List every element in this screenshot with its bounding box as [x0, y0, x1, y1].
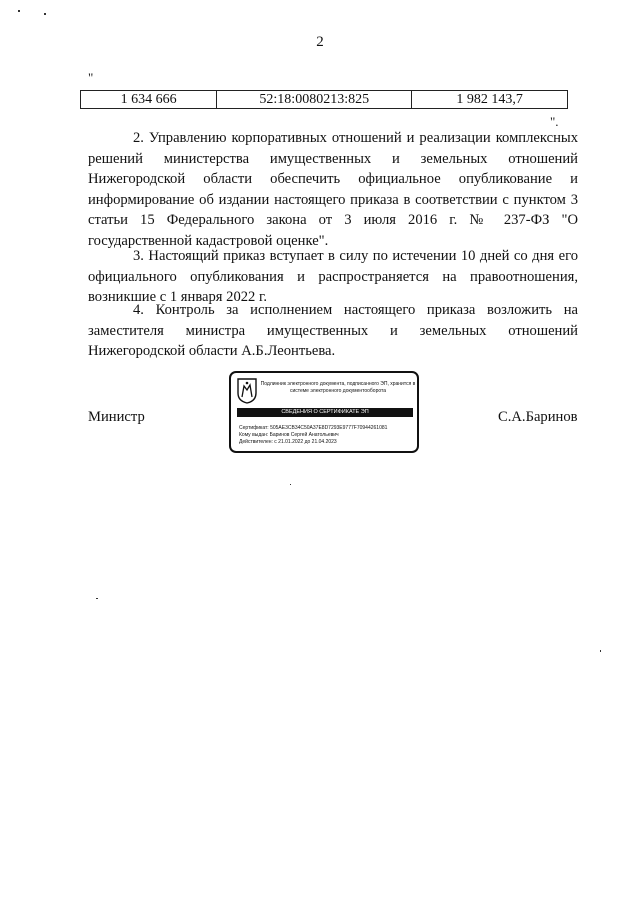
page-number: 2: [316, 34, 324, 50]
table-cell-cadastral-number: 52:18:0080213:825: [217, 91, 412, 109]
certificate-id: Сертификат: 505AE3CB34C50A37E8D7293E9777F70944261081: [239, 425, 388, 431]
table-cell-value: 1 982 143,7: [412, 91, 568, 109]
paragraph-3: 3. Настоящий приказ вступает в силу по истечении 10 дней со дня его официального опубликования и распространяется на правоотношения, возникшие с 1 января 2022 г.: [88, 248, 578, 306]
scan-speck: [290, 484, 291, 485]
signer-name: С.А.Баринов: [498, 409, 578, 425]
cadastral-value-table: [80, 90, 568, 109]
table-row: [81, 91, 568, 109]
table-cell-number: 1 634 666: [81, 91, 217, 109]
scan-speck: [44, 13, 46, 15]
stamp-header: Подлинник электронного документа, подписанного ЭП, хранится в системе электронного документооборота: [260, 381, 416, 394]
stamp-banner: СВЕДЕНИЯ О СЕРТИФИКАТЕ ЭП: [237, 408, 413, 417]
certificate-owner: Кому выдан: Баринов Сергей Анатольевич: [239, 432, 339, 438]
electronic-signature-stamp: [229, 371, 419, 453]
coat-of-arms-icon: [237, 378, 257, 404]
certificate-validity: Действителен: с 21.01.2022 до 21.04.2023: [239, 439, 337, 445]
paragraph-4: 4. Контроль за исполнением настоящего приказа возложить на заместителя министра имущественных и земельных отношений Нижегородской области А.Б.Леонтьева.: [88, 302, 578, 360]
opening-quote: ": [88, 70, 94, 85]
paragraph-2: 2. Управлению корпоративных отношений и реализации комплексных решений министерства имущественных и земельных отношений Нижегородской области обеспечить официальное опубликование и информирование об издании настоящего приказа в соответствии с пунктом 3 статьи 15 Федерального закона от 3 июля 2016 г. № 237-ФЗ "О государственной кадастровой оценке".: [88, 130, 578, 249]
scan-speck: [96, 598, 98, 599]
closing-quote: ".: [550, 114, 559, 129]
scan-speck: [600, 650, 601, 652]
signer-title: Министр: [88, 409, 145, 425]
scan-speck: [18, 10, 20, 12]
